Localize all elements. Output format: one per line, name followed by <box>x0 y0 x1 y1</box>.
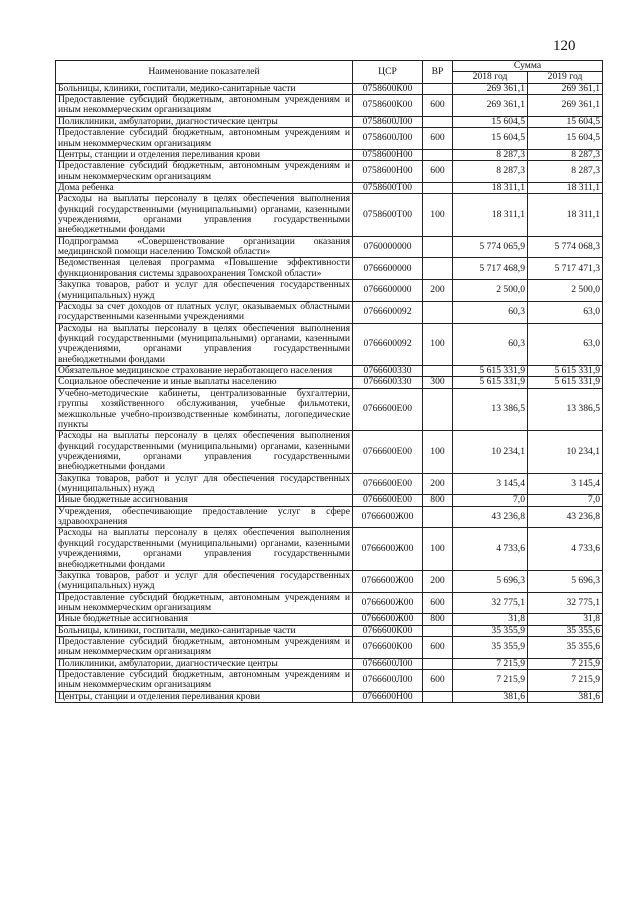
row-vr-code: 100 <box>423 194 453 236</box>
row-sum-2019: 7 215,9 <box>528 658 603 669</box>
table-header <box>56 61 603 84</box>
row-name: Закупка товаров, работ и услуг для обеспечения государственных (муниципальных) нужд <box>56 280 353 302</box>
table-row <box>56 280 603 302</box>
row-csr-code: 0766600Е00 <box>353 388 423 430</box>
row-vr-code <box>423 366 453 377</box>
row-sum-2019: 8 287,3 <box>528 161 603 183</box>
row-vr-code: 300 <box>423 377 453 388</box>
row-vr-code: 800 <box>423 495 453 506</box>
row-csr-code: 0766600К00 <box>353 637 423 659</box>
row-name: Закупка товаров, работ и услуг для обеспечения государственных (муниципальных) нужд <box>56 570 353 592</box>
table-row <box>56 506 603 528</box>
row-vr-code <box>423 236 453 258</box>
row-sum-2019: 31,8 <box>528 614 603 625</box>
row-vr-code: 600 <box>423 95 453 117</box>
row-csr-code: 0766600Ж00 <box>353 506 423 528</box>
row-sum-2019: 43 236,8 <box>528 506 603 528</box>
row-name: Учреждения, обеспечивающие предоставление услуг в сфере здравоохранения <box>56 506 353 528</box>
row-csr-code: 0766600000 <box>353 258 423 280</box>
row-csr-code: 0766600Ж00 <box>353 592 423 614</box>
row-csr-code: 0766600Л00 <box>353 658 423 669</box>
row-sum-2018: 5 774 065,9 <box>453 236 528 258</box>
table-row <box>56 388 603 430</box>
row-sum-2018: 18 311,1 <box>453 194 528 236</box>
table-row <box>56 258 603 280</box>
row-sum-2018: 381,6 <box>453 691 528 702</box>
row-name: Расходы на выплаты персоналу в целях обеспечения выполнения функций государственными (муниципальными) органами, казенными учреждениями, органами управления государственными внебюджетными фондами <box>56 528 353 570</box>
row-sum-2018: 8 287,3 <box>453 149 528 160</box>
row-sum-2019: 35 355,6 <box>528 637 603 659</box>
row-vr-code: 600 <box>423 161 453 183</box>
row-vr-code <box>423 388 453 430</box>
row-sum-2018: 7 215,9 <box>453 658 528 669</box>
row-csr-code: 0766600Ж00 <box>353 570 423 592</box>
row-name: Больницы, клиники, госпитали, медико-санитарные части <box>56 83 353 94</box>
row-name: Расходы на выплаты персоналу в целях обеспечения выполнения функций государственными (муниципальными) органами, казенными учреждениями, органами управления государственными внебюджетными фондами <box>56 323 353 365</box>
header-vr: ВР <box>423 61 453 84</box>
table-row <box>56 182 603 193</box>
row-name: Расходы за счет доходов от платных услуг, оказываемых областными государственными казенными учреждениями <box>56 301 353 323</box>
row-sum-2019: 8 287,3 <box>528 149 603 160</box>
row-vr-code <box>423 506 453 528</box>
row-sum-2018: 35 355,9 <box>453 625 528 636</box>
row-sum-2019: 381,6 <box>528 691 603 702</box>
row-sum-2019: 7 215,9 <box>528 670 603 692</box>
row-name: Предоставление субсидий бюджетным, автономным учреждениям и иным некоммерческим организациям <box>56 592 353 614</box>
row-sum-2019: 13 386,5 <box>528 388 603 430</box>
row-vr-code: 100 <box>423 528 453 570</box>
row-sum-2018: 10 234,1 <box>453 431 528 473</box>
row-sum-2018: 60,3 <box>453 323 528 365</box>
row-sum-2018: 269 361,1 <box>453 95 528 117</box>
row-vr-code <box>423 625 453 636</box>
header-year-2019: 2019 год <box>528 72 603 83</box>
row-vr-code: 200 <box>423 473 453 495</box>
row-csr-code: 0758600Т00 <box>353 194 423 236</box>
row-name: Расходы на выплаты персоналу в целях обеспечения выполнения функций государственными (муниципальными) органами, казенными учреждениями, органами управления государственными внебюджетными фондами <box>56 431 353 473</box>
table-row <box>56 614 603 625</box>
row-sum-2018: 5 696,3 <box>453 570 528 592</box>
table-row <box>56 670 603 692</box>
table-row <box>56 658 603 669</box>
table-row <box>56 691 603 702</box>
row-sum-2019: 7,0 <box>528 495 603 506</box>
row-vr-code <box>423 149 453 160</box>
header-sum: Сумма <box>453 61 603 72</box>
row-name: Закупка товаров, работ и услуг для обеспечения государственных (муниципальных) нужд <box>56 473 353 495</box>
row-csr-code: 0766600Ж00 <box>353 614 423 625</box>
table-row <box>56 323 603 365</box>
row-name: Поликлиники, амбулатории, диагностические центры <box>56 116 353 127</box>
row-sum-2019: 269 361,1 <box>528 83 603 94</box>
row-name: Иные бюджетные ассигнования <box>56 495 353 506</box>
row-sum-2019: 3 145,4 <box>528 473 603 495</box>
row-sum-2019: 15 604,5 <box>528 128 603 150</box>
row-vr-code <box>423 691 453 702</box>
row-name: Предоставление субсидий бюджетным, автономным учреждениям и иным некоммерческим организациям <box>56 637 353 659</box>
row-name: Учебно-методические кабинеты, централизованные бухгалтерии, группы хозяйственного обслуживания, учебные фильмотеки, межшкольные учебно-производственные комбинаты, логопедические пункты <box>56 388 353 430</box>
table-row <box>56 149 603 160</box>
table-row <box>56 236 603 258</box>
row-vr-code: 600 <box>423 128 453 150</box>
row-vr-code <box>423 301 453 323</box>
table-row <box>56 592 603 614</box>
row-sum-2019: 63,0 <box>528 301 603 323</box>
page-number: 120 <box>553 38 576 54</box>
row-sum-2019: 18 311,1 <box>528 194 603 236</box>
row-csr-code: 0758600Л00 <box>353 128 423 150</box>
row-csr-code: 0766600К00 <box>353 625 423 636</box>
table-row <box>56 116 603 127</box>
row-vr-code: 600 <box>423 670 453 692</box>
row-sum-2019: 5 615 331,9 <box>528 377 603 388</box>
row-vr-code <box>423 116 453 127</box>
row-sum-2019: 269 361,1 <box>528 95 603 117</box>
row-sum-2018: 269 361,1 <box>453 83 528 94</box>
row-sum-2019: 35 355,6 <box>528 625 603 636</box>
row-name: Предоставление субсидий бюджетным, автономным учреждениям и иным некоммерческим организациям <box>56 95 353 117</box>
row-sum-2018: 43 236,8 <box>453 506 528 528</box>
row-sum-2018: 5 615 331,9 <box>453 377 528 388</box>
row-csr-code: 0758600К00 <box>353 83 423 94</box>
row-sum-2018: 2 500,0 <box>453 280 528 302</box>
row-sum-2019: 63,0 <box>528 323 603 365</box>
row-name: Подпрограмма «Совершенствование организации оказания медицинской помощи населению Томской области» <box>56 236 353 258</box>
row-sum-2018: 13 386,5 <box>453 388 528 430</box>
row-sum-2018: 31,8 <box>453 614 528 625</box>
table-row <box>56 128 603 150</box>
row-name: Иные бюджетные ассигнования <box>56 614 353 625</box>
row-sum-2018: 5 717 468,9 <box>453 258 528 280</box>
header-csr: ЦСР <box>353 61 423 84</box>
row-vr-code: 200 <box>423 570 453 592</box>
row-csr-code: 0766600Е00 <box>353 473 423 495</box>
row-name: Предоставление субсидий бюджетным, автономным учреждениям и иным некоммерческим организациям <box>56 161 353 183</box>
table-row <box>56 194 603 236</box>
row-vr-code <box>423 258 453 280</box>
row-name: Предоставление субсидий бюджетным, автономным учреждениям и иным некоммерческим организациям <box>56 670 353 692</box>
table-row <box>56 366 603 377</box>
table-body <box>56 83 603 702</box>
table-row <box>56 95 603 117</box>
row-csr-code: 0766600330 <box>353 377 423 388</box>
row-sum-2018: 4 733,6 <box>453 528 528 570</box>
row-name: Обязательное медицинское страхование неработающего населения <box>56 366 353 377</box>
row-sum-2018: 7,0 <box>453 495 528 506</box>
table-row <box>56 301 603 323</box>
row-sum-2019: 4 733,6 <box>528 528 603 570</box>
table-row <box>56 431 603 473</box>
row-sum-2018: 7 215,9 <box>453 670 528 692</box>
row-vr-code: 600 <box>423 592 453 614</box>
row-csr-code: 0758600К00 <box>353 95 423 117</box>
table-row <box>56 377 603 388</box>
table-row <box>56 625 603 636</box>
row-csr-code: 0760000000 <box>353 236 423 258</box>
row-sum-2019: 18 311,1 <box>528 182 603 193</box>
header-year-2018: 2018 год <box>453 72 528 83</box>
table-row <box>56 83 603 94</box>
table-row <box>56 570 603 592</box>
row-name: Предоставление субсидий бюджетным, автономным учреждениям и иным некоммерческим организациям <box>56 128 353 150</box>
row-sum-2018: 60,3 <box>453 301 528 323</box>
row-sum-2018: 32 775,1 <box>453 592 528 614</box>
row-name: Поликлиники, амбулатории, диагностические центры <box>56 658 353 669</box>
budget-table <box>55 60 603 703</box>
row-csr-code: 0758600Т00 <box>353 182 423 193</box>
row-sum-2019: 32 775,1 <box>528 592 603 614</box>
row-csr-code: 0758600Л00 <box>353 116 423 127</box>
row-vr-code: 600 <box>423 637 453 659</box>
row-csr-code: 0766600Ж00 <box>353 528 423 570</box>
row-name: Центры, станции и отделения переливания крови <box>56 691 353 702</box>
row-vr-code <box>423 182 453 193</box>
row-sum-2019: 5 774 068,3 <box>528 236 603 258</box>
row-csr-code: 0766600Е00 <box>353 431 423 473</box>
row-sum-2019: 5 615 331,9 <box>528 366 603 377</box>
row-name: Дома ребенка <box>56 182 353 193</box>
row-vr-code: 100 <box>423 323 453 365</box>
row-sum-2018: 35 355,9 <box>453 637 528 659</box>
row-sum-2019: 10 234,1 <box>528 431 603 473</box>
row-vr-code: 200 <box>423 280 453 302</box>
row-csr-code: 0766600092 <box>353 323 423 365</box>
row-name: Расходы на выплаты персоналу в целях обеспечения выполнения функций государственными (муниципальными) органами, казенными учреждениями, органами управления государственными внебюджетными фондами <box>56 194 353 236</box>
row-sum-2018: 8 287,3 <box>453 161 528 183</box>
row-sum-2018: 5 615 331,9 <box>453 366 528 377</box>
row-sum-2018: 18 311,1 <box>453 182 528 193</box>
row-sum-2019: 2 500,0 <box>528 280 603 302</box>
row-name: Центры, станции и отделения переливания крови <box>56 149 353 160</box>
table-row <box>56 161 603 183</box>
row-name: Больницы, клиники, госпитали, медико-санитарные части <box>56 625 353 636</box>
row-csr-code: 0766600000 <box>353 280 423 302</box>
row-sum-2018: 15 604,5 <box>453 128 528 150</box>
row-vr-code <box>423 658 453 669</box>
row-sum-2019: 5 717 471,3 <box>528 258 603 280</box>
header-name: Наименование показателей <box>56 61 353 84</box>
row-vr-code: 100 <box>423 431 453 473</box>
row-vr-code <box>423 83 453 94</box>
row-csr-code: 0766600Е00 <box>353 495 423 506</box>
row-csr-code: 0766600092 <box>353 301 423 323</box>
row-csr-code: 0766600Н00 <box>353 691 423 702</box>
table-row <box>56 495 603 506</box>
row-name: Социальное обеспечение и иные выплаты населению <box>56 377 353 388</box>
row-csr-code: 0766600330 <box>353 366 423 377</box>
table-row <box>56 528 603 570</box>
row-vr-code: 800 <box>423 614 453 625</box>
table-row <box>56 473 603 495</box>
row-name: Ведомственная целевая программа «Повышение эффективности функционирования системы здравоохранения Томской области» <box>56 258 353 280</box>
row-sum-2019: 5 696,3 <box>528 570 603 592</box>
table-row <box>56 637 603 659</box>
row-csr-code: 0758600Н00 <box>353 161 423 183</box>
row-sum-2018: 3 145,4 <box>453 473 528 495</box>
row-csr-code: 0758600Н00 <box>353 149 423 160</box>
row-sum-2018: 15 604,5 <box>453 116 528 127</box>
row-sum-2019: 15 604,5 <box>528 116 603 127</box>
row-csr-code: 0766600Л00 <box>353 670 423 692</box>
